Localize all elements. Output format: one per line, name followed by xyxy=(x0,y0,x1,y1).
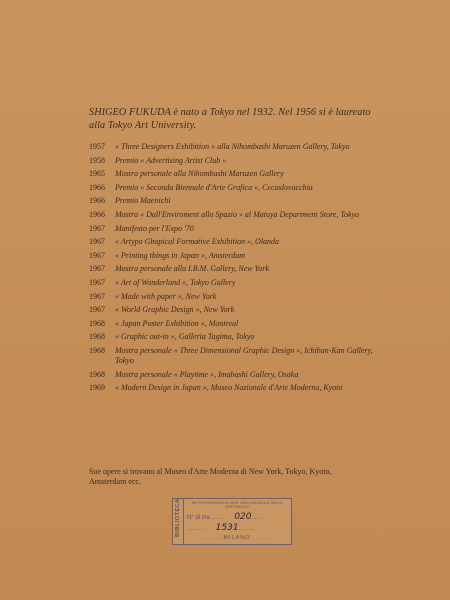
chronology-entry xyxy=(89,224,389,234)
stamp-dots: .......... xyxy=(250,535,276,541)
stamp-dots: ...... xyxy=(210,515,223,521)
entry-text: « Made with paper », New York xyxy=(115,291,217,301)
stamp-inv-number: 020 xyxy=(234,512,252,522)
chronology-list xyxy=(89,142,389,397)
entry-year: 1967 xyxy=(89,237,105,247)
entry-text: Manifesto per l'Expo '70 xyxy=(115,223,194,233)
entry-year: 1967 xyxy=(89,291,105,301)
entry-text: « Artypo Gbapical Formative Exhibition », Olanda xyxy=(115,237,280,247)
stamp-footer-text: MILANO xyxy=(223,535,251,541)
entry-year: 1968 xyxy=(89,369,105,379)
entry-text: « Printing things in Japan », Amsterdam xyxy=(115,250,245,260)
entry-year: 1966 xyxy=(89,196,105,206)
stamp-side-label xyxy=(173,499,184,544)
chronology-entry xyxy=(89,278,389,288)
entry-text: Mostra « Dall'Enviroment allo Spazio » al Matuya Department Store, Tokyo xyxy=(115,209,360,219)
entry-text: « Art of Wonderland », Tokyo Gallery xyxy=(115,277,236,287)
stamp-dots: .......... xyxy=(187,526,204,532)
entry-year: 1966 xyxy=(89,182,105,192)
stamp-inv-label: N° di inv. xyxy=(187,515,211,521)
entry-year: 1967 xyxy=(89,223,105,233)
entry-text: Mostra personale alla Nihombashi Maruzen Gallery xyxy=(115,169,284,179)
entry-year: 1957 xyxy=(89,142,105,151)
stamp-side-text: BIBLIOTECA xyxy=(175,498,181,537)
stamp-header: DIP. DI STORIA DELLE ARTI, DELLA MUSICA E DELLO SPETTACOLO xyxy=(191,501,283,510)
entry-text: « Graphic out-in », Galleria Tagima, Tokyo xyxy=(115,332,255,342)
stamp-dots: .......... xyxy=(238,526,256,532)
entry-text: Premio « Advertising Artist Club » xyxy=(115,155,227,165)
outro-paragraph: Sue opere si trovano al Museo d'Arte Moderna di New York, Tokyo, Kyoto, Amsterdam ecc. xyxy=(89,467,332,486)
chronology-entry xyxy=(89,183,389,193)
chronology-entry xyxy=(89,196,389,206)
entry-text: « World Graphic Design », New York xyxy=(115,305,235,315)
stamp-second-number: 1531 xyxy=(215,523,239,533)
entry-text: « Modern Design in Japan », Museo Nazionale d'Arte Moderna, Kyoto xyxy=(115,383,343,393)
entry-year: 1969 xyxy=(89,383,105,393)
stamp-second-line xyxy=(187,523,287,533)
entry-year: 1967 xyxy=(89,277,105,287)
stamp-dots: ...... xyxy=(251,515,262,521)
entry-year: 1967 xyxy=(89,264,105,274)
entry-text: Premio Maenichi xyxy=(115,196,171,206)
intro-paragraph: SHIGEO FUKUDA è nato a Tokyo nel 1932. Nel 1956 si è laureato alla Tokyo Art University. xyxy=(89,107,371,131)
chronology-entry xyxy=(89,156,389,166)
entry-text: « Three Designers Exhibition » alla Nihombashi Maruzen Gallery, Tokyo xyxy=(115,142,350,151)
entry-text: Mostra personale « Three Dimensional Graphic Design », Ichiban-Kan Gallery, Tokyo xyxy=(115,345,373,365)
entry-year: 1965 xyxy=(89,169,105,179)
entry-text: Mostra personale « Playtime », Imabashi Gallery, Osaka xyxy=(115,369,299,379)
chronology-entry xyxy=(89,169,389,179)
chronology-entry xyxy=(89,383,389,393)
library-stamp xyxy=(172,498,292,545)
chronology-entry xyxy=(89,305,389,315)
entry-year: 1967 xyxy=(89,250,105,260)
chronology-entry xyxy=(89,210,389,220)
entry-year: 1966 xyxy=(89,209,105,219)
stamp-inventory-line xyxy=(187,512,287,522)
entry-year: 1967 xyxy=(89,305,105,315)
entry-year: 1968 xyxy=(89,332,105,342)
chronology-entry xyxy=(89,319,389,329)
entry-text: Mostra personale alla I.B.M. Gallery, New York xyxy=(115,264,269,274)
entry-year: 1968 xyxy=(89,318,105,328)
entry-text: « Japan Poster Exhibition », Montreal xyxy=(115,318,239,328)
entry-text: Premio « Seconda Biennale d'Arte Grafica », Cecoslovacchia xyxy=(115,182,313,192)
chronology-entry xyxy=(89,251,389,261)
chronology-entry xyxy=(89,370,389,380)
chronology-entry xyxy=(89,332,389,342)
chronology-entry xyxy=(89,142,389,152)
stamp-dots: .......... xyxy=(198,535,224,541)
chronology-entry xyxy=(89,292,389,302)
chronology-entry xyxy=(89,264,389,274)
stamp-footer xyxy=(187,535,287,541)
entry-year: 1958 xyxy=(89,155,105,165)
chronology-entry xyxy=(89,237,389,247)
entry-year: 1968 xyxy=(89,345,105,355)
chronology-entry xyxy=(89,346,389,366)
